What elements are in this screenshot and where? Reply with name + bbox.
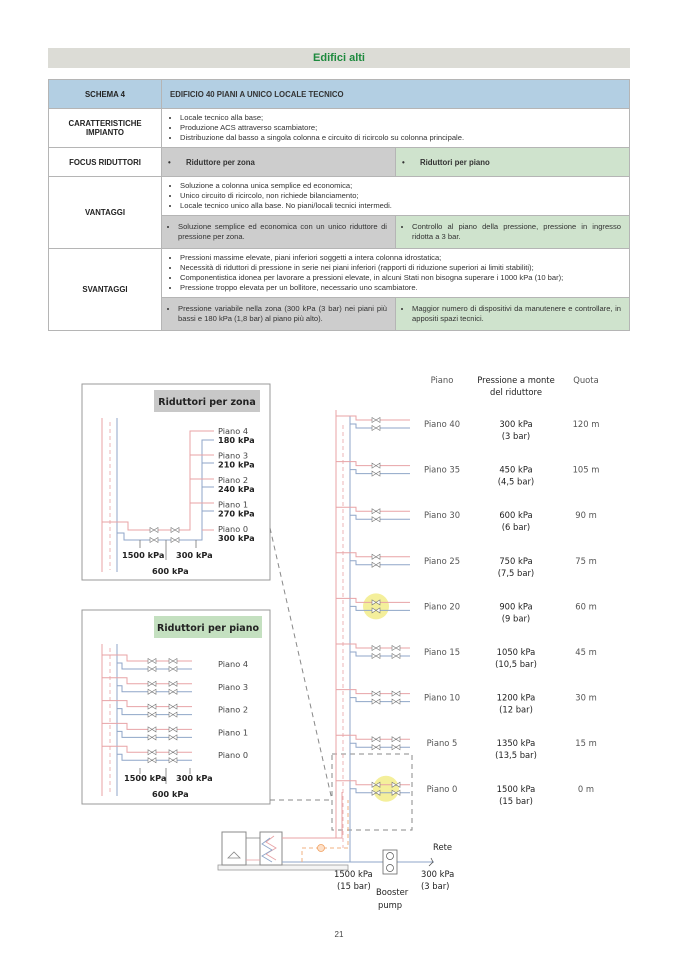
floor-pressure-kpa: 1050 kPa	[496, 647, 536, 657]
floor-label: Piano 30	[423, 510, 461, 521]
list-item: • Componentistica idonea per lavorare a pressioni elevate, in alcuni Stati non bisogna superare i 1000 kPa (10 bar);	[180, 273, 623, 283]
floor-row	[336, 416, 599, 441]
piano-gauge-1500: 1500 kPa	[124, 773, 167, 783]
floor-label: Piano 15	[423, 647, 461, 657]
list-item: • Pressioni massime elevate, piani inferiori soggetti a intera colonna idrostatica;	[180, 253, 623, 263]
floor-pressure-bar: (9 bar)	[501, 613, 531, 624]
booster-label-2: pump	[378, 900, 403, 910]
pump-icon	[387, 853, 394, 860]
floor-row	[336, 776, 594, 806]
floor-slab	[218, 865, 348, 870]
zona-floor-pressure: 270 kPa	[218, 508, 255, 519]
hot-supply-pipe	[282, 792, 342, 838]
valve-icon	[392, 646, 400, 651]
floor-quota: 120 m	[572, 419, 600, 429]
floor-pressure-kpa: 750 kPa	[499, 555, 533, 566]
list-item: • Unico circuito di ricircolo, non richiede bilanciamento;	[180, 191, 623, 201]
floor-label: Piano 40	[423, 419, 461, 429]
col-header-pressione-1: Pressione a monte	[477, 375, 555, 385]
valve-icon	[372, 654, 380, 659]
rete-label: Rete	[433, 842, 453, 852]
list-item: • Pressione troppo elevata per un bollitore, necessario uno scambiatore.	[180, 283, 623, 293]
list-item: • Soluzione a colonna unica semplice ed economica;	[180, 181, 623, 191]
floor-row	[336, 593, 597, 623]
col-header-piano: Piano	[430, 375, 454, 385]
floor-row	[336, 644, 597, 669]
valve-icon	[372, 745, 380, 750]
focus-zona-label: Riduttore per zona	[186, 157, 255, 167]
schema-label: SCHEMA 4	[49, 80, 162, 109]
col-header-quota: Quota	[573, 375, 599, 385]
valve-icon	[372, 737, 380, 742]
recirculation-pipe	[302, 800, 348, 862]
bullet: •	[168, 157, 171, 167]
floor-label: Piano 25	[423, 555, 461, 566]
zona-gauge-300: 300 kPa	[176, 550, 213, 560]
zona-floor-pressure: 210 kPa	[218, 459, 255, 470]
zona-gauge-1500: 1500 kPa	[122, 550, 165, 560]
floor-row	[336, 553, 597, 578]
piano-floor-label: Piano 0	[218, 750, 249, 761]
row-label-vantaggi: VANTAGGI	[49, 177, 162, 249]
col-header-pressione-2: del riduttore	[490, 387, 542, 397]
pump-icon	[387, 865, 394, 872]
floor-label: Piano 10	[423, 692, 461, 703]
zona-callout-line	[270, 528, 332, 800]
floor-row	[336, 735, 597, 760]
floor-pressure-kpa: 600 kPa	[499, 510, 533, 521]
floor-pressure-bar: (3 bar)	[501, 431, 531, 441]
main-pressure-kpa: 1500 kPa	[334, 869, 373, 879]
main-riser	[336, 410, 350, 862]
floor-pressure-bar: (7,5 bar)	[497, 567, 535, 578]
floor-pressure-kpa: 900 kPa	[499, 601, 533, 612]
valve-icon	[372, 463, 380, 468]
rete-bar: (3 bar)	[421, 881, 450, 891]
valve-icon	[372, 699, 380, 704]
focus-piano-label: Riduttori per piano	[420, 157, 490, 167]
schema-title: EDIFICIO 40 PIANI A UNICO LOCALE TECNICO	[162, 80, 630, 109]
floor-row	[336, 507, 597, 532]
valve-icon	[372, 509, 380, 514]
svantaggi-piano: • Maggior numero di dispositivi da manutenere e controllare, in appositi spazi tecnici.	[412, 304, 621, 324]
floor-pressure-kpa: 300 kPa	[499, 419, 533, 429]
valve-icon	[392, 745, 400, 750]
valve-icon	[372, 562, 380, 567]
list-item: • Necessità di riduttori di pressione in serie nei piani inferiori (rapporti di riduzione superiori ai limiti stabiliti);	[180, 263, 623, 273]
heat-exchanger	[260, 832, 282, 865]
floor-pressure-bar: (12 bar)	[499, 704, 533, 715]
floor-label: Piano 5	[426, 738, 458, 749]
section-title: Edifici alti	[313, 52, 365, 64]
zona-floor-pressure: 300 kPa	[218, 533, 255, 543]
floor-quota: 15 m	[575, 738, 597, 749]
boiler-tank	[222, 832, 246, 865]
zona-box-title: Riduttori per zona	[158, 397, 256, 408]
piano-gauge-600: 600 kPa	[152, 789, 189, 799]
list-item: • Distribuzione dal basso a singola colonna e circuito di ricircolo su colonna principale.	[180, 133, 623, 143]
valve-icon	[392, 654, 400, 659]
floor-quota: 0 m	[577, 783, 595, 794]
valve-icon	[372, 471, 380, 476]
floor-label: Piano 35	[423, 464, 461, 475]
floor-quota: 75 m	[575, 555, 597, 566]
floor-quota: 60 m	[575, 601, 597, 612]
zona-floor-pressure: 240 kPa	[218, 484, 255, 494]
zona-floor-label: Piano 0	[218, 524, 249, 534]
list-item: • Locale tecnico alla base;	[180, 113, 623, 123]
rete-kpa: 300 kPa	[421, 869, 455, 879]
floor-row	[336, 690, 597, 715]
valve-icon	[372, 691, 380, 696]
svantaggi-zona: • Pressione variabile nella zona (300 kPa (3 bar) nei piani più bassi e 180 kPa (1,8 bar) al piano più alto).	[178, 304, 387, 324]
row-label-caratteristiche: CARATTERISTICHE IMPIANTO	[49, 109, 162, 148]
row-label-focus: FOCUS RIDUTTORI	[49, 148, 162, 177]
piano-box	[82, 610, 270, 804]
floor-pressure-bar: (6 bar)	[501, 522, 531, 533]
piano-floor-label: Piano 2	[218, 704, 249, 715]
floor-row	[336, 462, 599, 487]
valve-icon	[372, 517, 380, 522]
zona-floor-label: Piano 4	[218, 426, 249, 436]
page-number: 21	[334, 930, 344, 939]
valve-icon	[392, 691, 400, 696]
floor-pressure-kpa: 450 kPa	[499, 464, 533, 475]
valve-icon	[392, 737, 400, 742]
floor-label: Piano 20	[423, 601, 461, 612]
highlight-marker	[373, 776, 399, 802]
zona-floor-label: Piano 2	[218, 475, 249, 485]
list-item: • Produzione ACS attraverso scambiatore;	[180, 123, 623, 133]
zona-gauge-600: 600 kPa	[152, 566, 189, 576]
zona-floor-label: Piano 1	[218, 499, 249, 510]
valve-icon	[372, 426, 380, 431]
booster-label-1: Booster	[376, 887, 409, 897]
vantaggi-piano: • Controllo al piano della pressione, pressione in ingresso ridotta a 3 bar.	[412, 222, 621, 242]
piano-gauge-300: 300 kPa	[176, 773, 213, 783]
zona-box	[82, 384, 270, 580]
piano-floor-label: Piano 1	[218, 727, 249, 738]
floor-quota: 90 m	[575, 510, 597, 521]
floor-pressure-bar: (13,5 bar)	[495, 750, 537, 761]
floor-rows	[336, 416, 599, 806]
valve-icon	[372, 646, 380, 651]
main-pressure-bar: (15 bar)	[337, 881, 371, 891]
floor-pressure-kpa: 1500 kPa	[496, 783, 536, 794]
piano-floor-label: Piano 4	[218, 659, 249, 669]
valve-icon	[372, 554, 380, 559]
zona-floor-pressure: 180 kPa	[218, 435, 255, 445]
floor-quota: 30 m	[575, 692, 597, 703]
floor-label: Piano 0	[426, 783, 458, 794]
recirculation-pump-icon	[318, 845, 325, 852]
valve-icon	[392, 699, 400, 704]
floor-pressure-kpa: 1200 kPa	[496, 692, 536, 703]
floor-pressure-bar: (15 bar)	[499, 795, 533, 806]
floor-pressure-bar: (10,5 bar)	[495, 659, 537, 669]
floor-pressure-kpa: 1350 kPa	[496, 738, 536, 749]
row-label-svantaggi: SVANTAGGI	[49, 249, 162, 331]
bullet: •	[402, 157, 405, 167]
floor-pressure-bar: (4,5 bar)	[497, 476, 535, 487]
highlight-marker	[363, 593, 389, 619]
vantaggi-zona: • Soluzione semplice ed economica con un unico riduttore di pressione per zona.	[178, 222, 387, 242]
floor-quota: 45 m	[575, 647, 597, 657]
list-item: • Locale tecnico unico alla base. No piani/locali tecnici intermedi.	[180, 201, 623, 211]
piano-floor-label: Piano 3	[218, 681, 249, 692]
valve-icon	[372, 418, 380, 423]
piano-box-title: Riduttori per piano	[157, 623, 259, 634]
zona-floor-label: Piano 3	[218, 450, 249, 461]
floor-quota: 105 m	[572, 464, 600, 475]
